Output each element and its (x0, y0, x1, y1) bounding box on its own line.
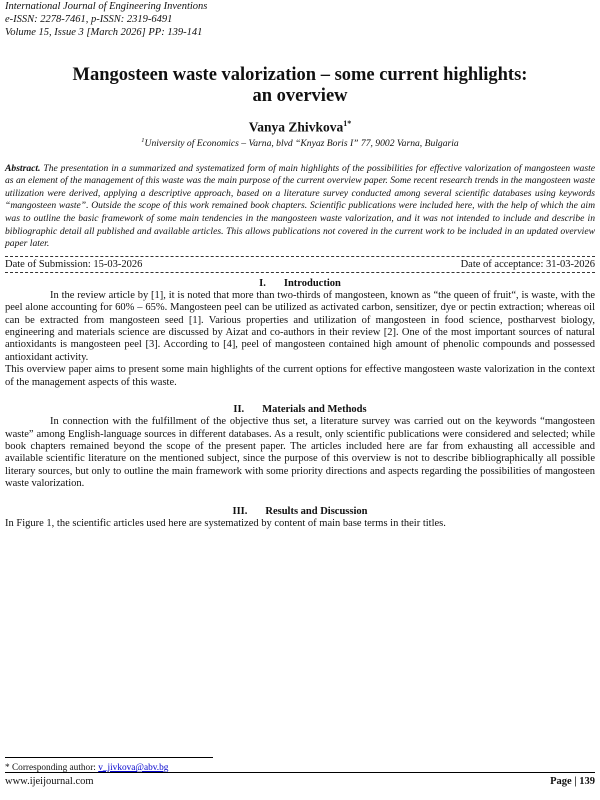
materials-paragraph-1: In connection with the fulfillment of the objective thus set, a literature survey was carried out on the keywords “mangosteen waste” among English-language sources in different databases. As a result, only scientific publications were considered and selected; while book chapters remained beyond the scope of the present paper. The articles included here are far from exhausting all accessible and available scientific literature on the mentioned subject, since the purpose of this overview is not to describe bibliographically all possible literary sources, but only to outline the main framework with some priority directions and aspects regarding the possibilities of mangosteen waste valorization. (5, 416, 595, 490)
affiliation-mark: 1 (141, 136, 145, 144)
acceptance-date: Date of acceptance: 31-03-2026 (460, 258, 595, 270)
corresponding-email-link[interactable]: v_jivkova@abv.bg (98, 763, 169, 773)
divider-top (5, 256, 595, 257)
journal-website: www.ijeijournal.com (5, 776, 94, 787)
page-number: Page | 139 (550, 776, 595, 787)
section-number: II. (233, 404, 245, 416)
journal-volume: Volume 15, Issue 3 [March 2026] PP: 139-141 (5, 27, 203, 38)
divider-bottom (5, 272, 595, 273)
affiliation-text: University of Economics – Varna, blvd “Knyaz Boris I” 77, 9002 Varna, Bulgaria (144, 137, 459, 149)
title-line-2: an overview (252, 86, 348, 106)
affiliation-line (5, 137, 595, 149)
abstract-label: Abstract. (5, 162, 41, 174)
introduction-paragraph-1: In the review article by [1], it is noted that more than two-thirds of mangosteen, known as “the queen of fruit“, is waste, with the peel alone accounting for 60% – 65%. Mangosteen peel can be utilized as activated carbon, sensitizer, dye or pectin extraction; whereas oil can be extracted from mangosteen seed [1]. Various properties and utilization of mangosteen in food science, postharvest biology, engineering and materials science are discussed by Aizat and co-authors in their review [2]. One of the most important sources of natural antioxidants is mangosteen peel [3]. According to [4], peel of mangosteen contained high amount of phenolic compounds and possessed antioxidant activity. (5, 289, 595, 363)
submission-date: Date of Submission: 15-03-2026 (5, 258, 143, 270)
section-title: Materials and Methods (262, 404, 367, 416)
section-heading-materials (5, 403, 595, 416)
paper-page (5, 0, 595, 800)
section-heading-introduction (5, 277, 595, 290)
results-paragraph-1: In Figure 1, the scientific articles used here are systematized by content of main base terms in their titles. (5, 517, 446, 529)
footnote-label: * Corresponding author: (5, 763, 96, 773)
section-heading-results (5, 505, 595, 518)
footer-rule (5, 772, 595, 773)
section-title: Introduction (283, 277, 341, 289)
section-number: III. (232, 505, 248, 517)
section-number: I. (259, 277, 266, 289)
journal-header (5, 0, 595, 39)
author-name: Vanya Zhivkova (248, 119, 344, 135)
page-footer (5, 776, 595, 787)
paper-title (5, 65, 595, 107)
dates-row (5, 258, 595, 271)
journal-name: International Journal of Engineering Inventions (5, 1, 208, 12)
title-line-1: Mangosteen waste valorization – some current highlights: (72, 65, 528, 85)
introduction-paragraph-2: This overview paper aims to present some main highlights of the current options for effective mangosteen waste valorization in the context of the management aspects of this waste. (5, 364, 595, 388)
abstract (5, 163, 595, 251)
section-title: Results and Discussion (265, 505, 368, 517)
footnote-rule (5, 757, 213, 758)
journal-issn: e-ISSN: 2278-7461, p-ISSN: 2319-6491 (5, 14, 173, 25)
author-marks: 1* (343, 119, 352, 128)
author-line (5, 119, 595, 136)
abstract-text: The presentation in a summarized and systematized form of main highlights of the possibilities for effective valorization of mangosteen waste as an element of the management of this waste was the main purpose of the current overview paper. Some recent research trends in the mangosteen waste utilization were derived, applying a descriptive approach, based on a literature survey conducted among several scientific databases using keywords “mangosteen waste”. Outside the scope of this work remained book chapters. Scientific publications were included here, with the help of which the aim was to outline the basic framework of some main tendencies in the mangosteen waste valorization, and it was not intended to include and describe in bibliographic detail all published and available articles. This allows publications not covered in the current work to be included in an updated overview paper later. (5, 162, 595, 250)
